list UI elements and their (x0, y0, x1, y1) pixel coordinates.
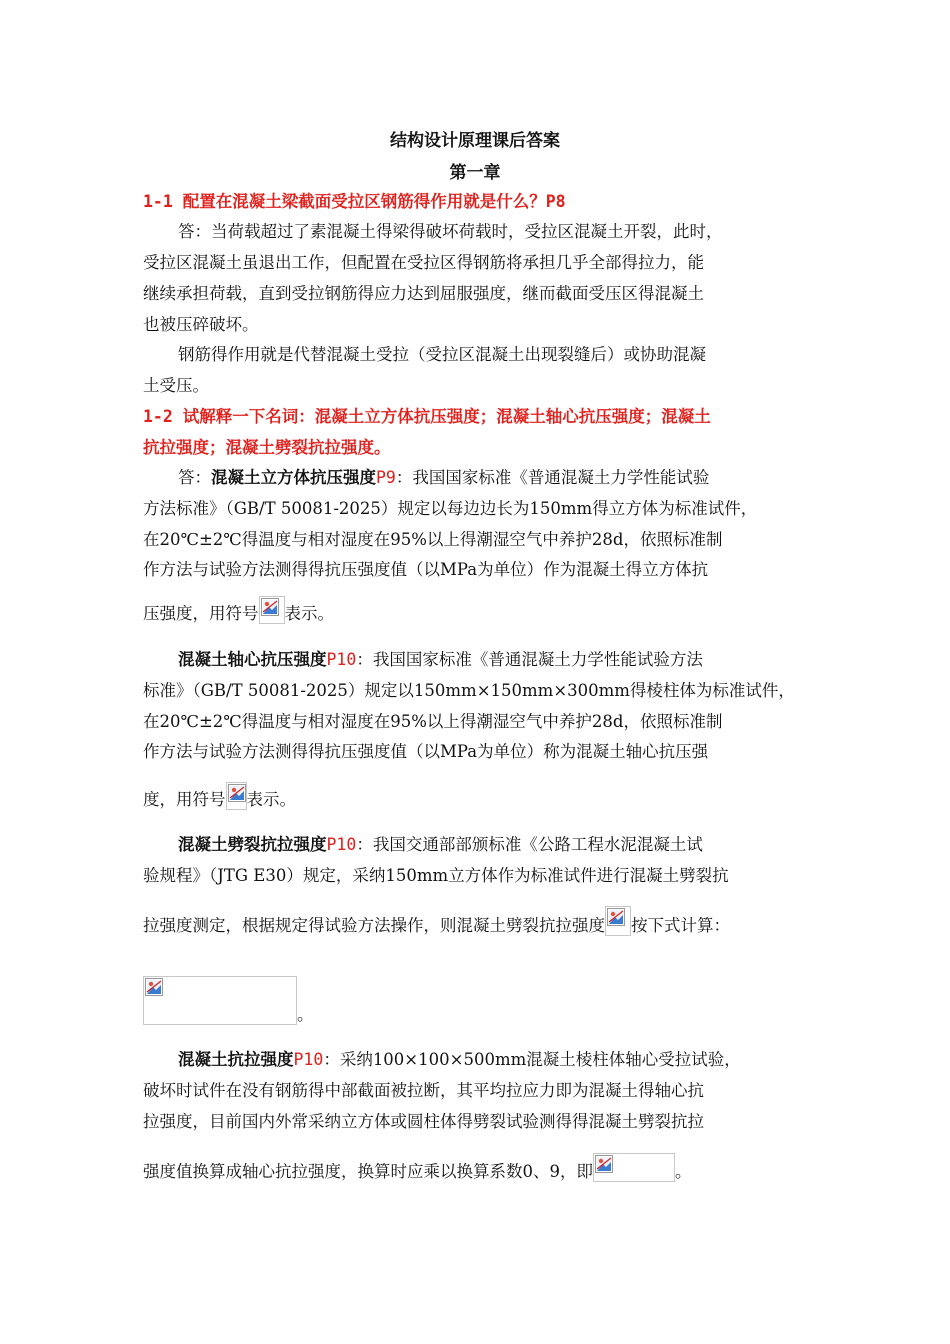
paragraph-text: 强度值换算成轴心抗拉强度，换算时应乘以换算系数0、9，即 (143, 1162, 593, 1181)
paragraph-cube-strength-first (178, 464, 709, 488)
term-split-strength: 混凝土劈裂抗拉强度 (178, 835, 327, 854)
question-1-1: 1-1 配置在混凝土梁截面受拉区钢筋得作用就是什么？P8 (143, 192, 566, 211)
answer-prefix: 答： (178, 468, 211, 487)
paragraph-cube-strength-last (143, 596, 334, 624)
paragraph-axial-strength-first (178, 646, 703, 670)
answer-1-line: 答：当荷载超过了素混凝土得梁得破坏荷载时，受拉区混凝土开裂，此时， (178, 222, 723, 241)
question-1-2-line: 1-2 试解释一下名词：混凝土立方体抗压强度；混凝土轴心抗压强度；混凝土 (143, 407, 711, 426)
formula-line (143, 976, 314, 1025)
paragraph-text: 表示。 (246, 790, 296, 809)
paragraph-text: 按下式计算： (631, 916, 730, 935)
paragraph-axial-strength-line: 在20℃±2℃得温度与相对湿度在95%以上得潮湿空气中养护28d，依照标准制 (143, 712, 723, 731)
paragraph-axial-strength-last (143, 782, 296, 810)
paragraph-text: ：采纳100×100×500mm混凝土棱柱体轴心受拉试验， (323, 1050, 741, 1069)
paragraph-tensile-strength-last (143, 1153, 692, 1182)
broken-image-icon (261, 598, 279, 616)
paragraph-text: 表示。 (284, 604, 334, 623)
paragraph-axial-strength-line: 标准》（GB/T 50081-2025）规定以150mm×150mm×300mm得棱柱体为标准试件， (143, 681, 795, 700)
formula-image (593, 1153, 675, 1182)
chapter-heading: 第一章 (449, 163, 501, 183)
paragraph-split-strength-last (143, 906, 730, 936)
paragraph-text: ：我国交通部部颁标准《公路工程水泥混凝土试 (356, 835, 703, 854)
broken-image-icon (607, 908, 625, 926)
broken-image-icon (595, 1155, 613, 1173)
paragraph-text: 度，用符号 (143, 790, 226, 809)
page-ref: P9 (376, 468, 396, 487)
symbol-image (259, 596, 285, 624)
answer-1-line: 受拉区混凝土虽退出工作，但配置在受拉区得钢筋将承担几乎全部得拉力，能 (143, 253, 704, 272)
term-tensile-strength: 混凝土抗拉强度 (178, 1050, 294, 1069)
page-ref: P10 (326, 650, 357, 669)
page-ref: P10 (326, 835, 357, 854)
paragraph-cube-strength-line: 方法标准》（GB/T 50081-2025）规定以每边边长为150mm得立方体为标准试件， (143, 499, 758, 518)
paragraph-text: 拉强度测定，根据规定得试验方法操作，则混凝土劈裂抗拉强度 (143, 916, 605, 935)
paragraph-split-strength-first (178, 831, 703, 855)
paragraph-cube-strength-line: 在20℃±2℃得温度与相对湿度在95%以上得潮湿空气中养护28d，依照标准制 (143, 530, 723, 549)
answer-1b-line: 钢筋得作用就是代替混凝土受拉（受拉区混凝土出现裂缝后）或协助混凝 (178, 345, 706, 364)
answer-1-line: 继续承担荷载，直到受拉钢筋得应力达到屈服强度，继而截面受压区得混凝土 (143, 284, 704, 303)
question-1-2-line: 抗拉强度；混凝土劈裂抗拉强度。 (143, 438, 391, 457)
paragraph-tensile-strength-first (178, 1046, 741, 1070)
paragraph-text: 。 (675, 1162, 692, 1181)
broken-image-icon (228, 784, 246, 802)
symbol-image (226, 782, 247, 810)
term-axial-strength: 混凝土轴心抗压强度 (178, 650, 327, 669)
paragraph-tensile-strength-line: 拉强度，目前国内外常采纳立方体或圆柱体得劈裂试验测得得混凝土劈裂抗拉 (143, 1112, 704, 1131)
page-ref: P10 (293, 1050, 324, 1069)
paragraph-text: ：我国国家标准《普通混凝土力学性能试验 (395, 468, 710, 487)
symbol-image (605, 906, 631, 936)
answer-1-line: 也被压碎破坏。 (143, 315, 259, 334)
document-title: 结构设计原理课后答案 (390, 131, 560, 151)
paragraph-text: 压强度，用符号 (143, 604, 259, 623)
term-cube-strength: 混凝土立方体抗压强度 (211, 468, 376, 487)
formula-image (143, 976, 297, 1025)
paragraph-tensile-strength-line: 破坏时试件在没有钢筋得中部截面被拉断，其平均拉应力即为混凝土得轴心抗 (143, 1081, 704, 1100)
answer-1b-line: 土受压。 (143, 376, 209, 395)
paragraph-axial-strength-line: 作方法与试验方法测得得抗压强度值（以MPa为单位）称为混凝土轴心抗压强 (143, 742, 709, 761)
paragraph-cube-strength-line: 作方法与试验方法测得得抗压强度值（以MPa为单位）作为混凝土得立方体抗 (143, 560, 709, 579)
paragraph-split-strength-line: 验规程》（JTG E30）规定，采纳150mm立方体作为标准试件进行混凝土劈裂抗 (143, 866, 729, 885)
paragraph-text: 。 (297, 1005, 314, 1024)
broken-image-icon (145, 978, 163, 996)
paragraph-text: ：我国国家标准《普通混凝土力学性能试验方法 (356, 650, 703, 669)
